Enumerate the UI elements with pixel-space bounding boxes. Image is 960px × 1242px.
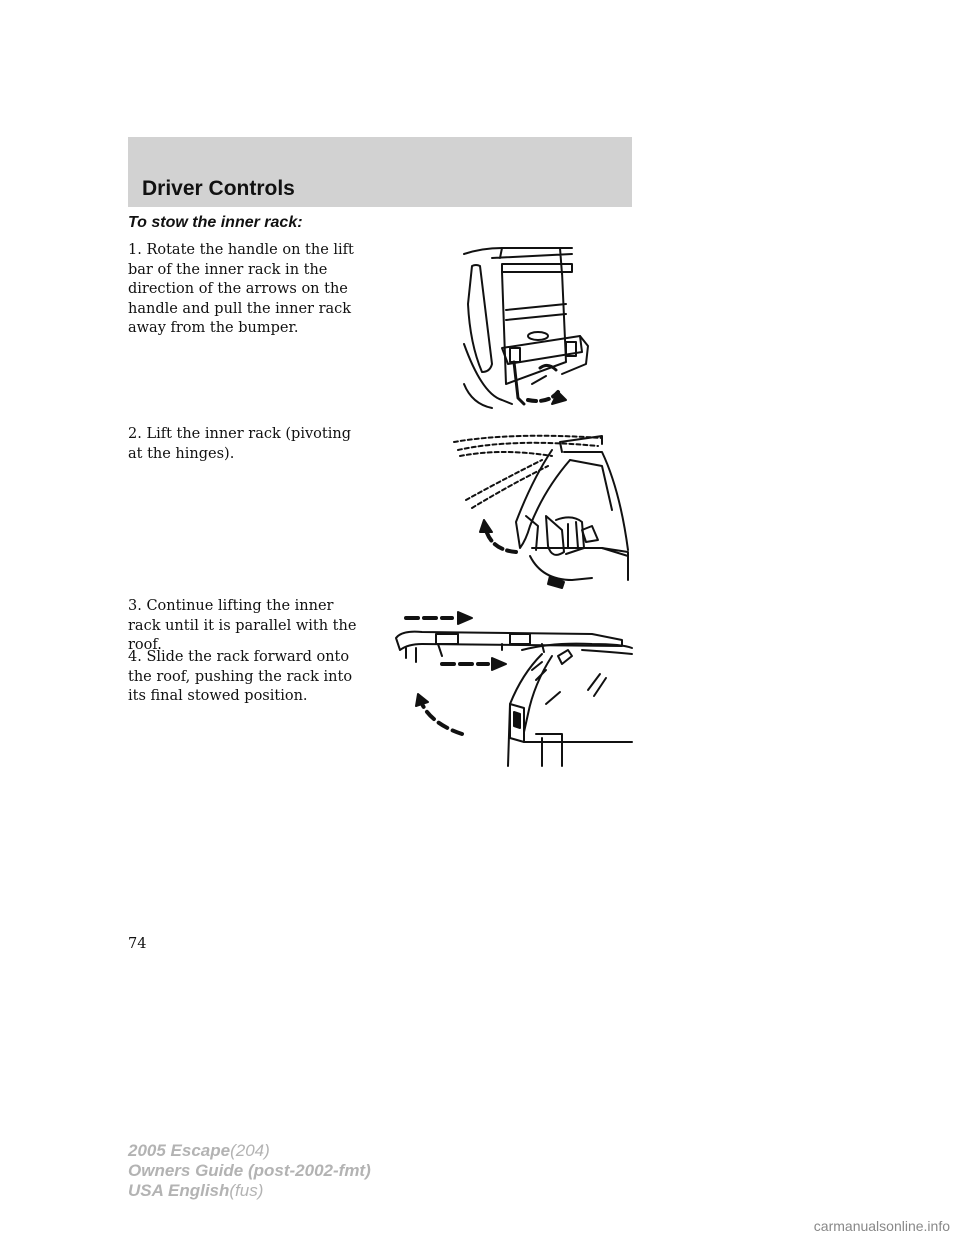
footer-line-model: [128, 1141, 371, 1161]
procedure-heading: To stow the inner rack:: [128, 214, 303, 231]
footer-language-code: (fus): [229, 1181, 264, 1200]
step-2-text: 2. Lift the inner rack (pivoting at the hinges).: [128, 426, 351, 462]
step-3-text: 3. Continue lifting the inner rack until it is parallel with the roof.: [128, 598, 357, 653]
watermark-text: carmanualsonline.info: [813, 1218, 950, 1234]
footer-language: USA English: [128, 1181, 230, 1200]
footer-guide: Owners Guide (post-2002-fmt): [128, 1161, 371, 1180]
page-number: 74: [128, 936, 147, 952]
document-footer: [128, 1141, 371, 1201]
lift-rack-illustration: [452, 430, 632, 590]
footer-model: 2005 Escape: [128, 1141, 231, 1160]
step-1-text: 1. Rotate the handle on the lift bar of the inner rack in the direction of the arrows on the handle and pull the inner rack away from the bumper.: [128, 242, 354, 336]
step-4-text: 4. Slide the rack forward onto the roof, pushing the rack into its final stowed position.: [128, 649, 353, 704]
footer-line-language: [128, 1181, 371, 1201]
section-title: Driver Controls: [142, 177, 295, 200]
footer-line-guide: [128, 1161, 371, 1181]
footer-model-code: (204): [230, 1141, 270, 1160]
section-header-band: [128, 137, 632, 207]
slide-rack-forward-illustration: [392, 604, 632, 766]
rotate-handle-illustration: [462, 244, 632, 414]
